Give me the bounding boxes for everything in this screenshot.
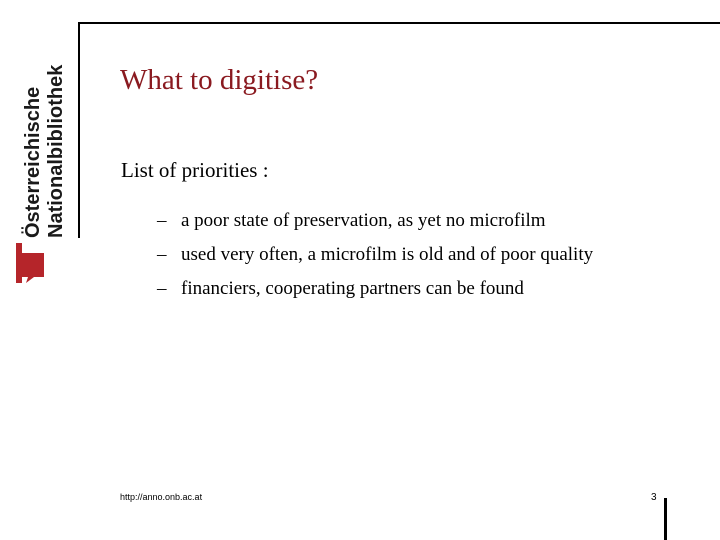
slide-title: What to digitise? [120,64,319,96]
bullet-dash: – [157,278,167,299]
side-rule [78,22,80,238]
footer-url-link[interactable]: http://anno.onb.ac.at [120,492,203,502]
list-item [157,238,593,272]
bullet-text: used very often, a microfilm is old and of poor quality [181,244,594,265]
bullet-text: financiers, cooperating partners can be found [181,278,524,299]
logo-line-2: Nationalbibliothek [45,64,67,238]
priority-list [157,204,593,306]
onb-red-mark-icon [16,243,44,283]
bullet-dash: – [157,210,167,231]
page-number: 3 [651,492,657,503]
bottom-rule [664,498,667,540]
library-logo-text [22,64,68,238]
list-item [157,272,593,306]
priorities-intro: List of priorities : [121,158,269,182]
bullet-text: a poor state of preservation, as yet no microfilm [181,210,546,231]
top-rule [78,22,720,24]
logo-line-1: Österreichische [22,86,44,238]
list-item [157,204,593,238]
bullet-dash: – [157,244,167,265]
